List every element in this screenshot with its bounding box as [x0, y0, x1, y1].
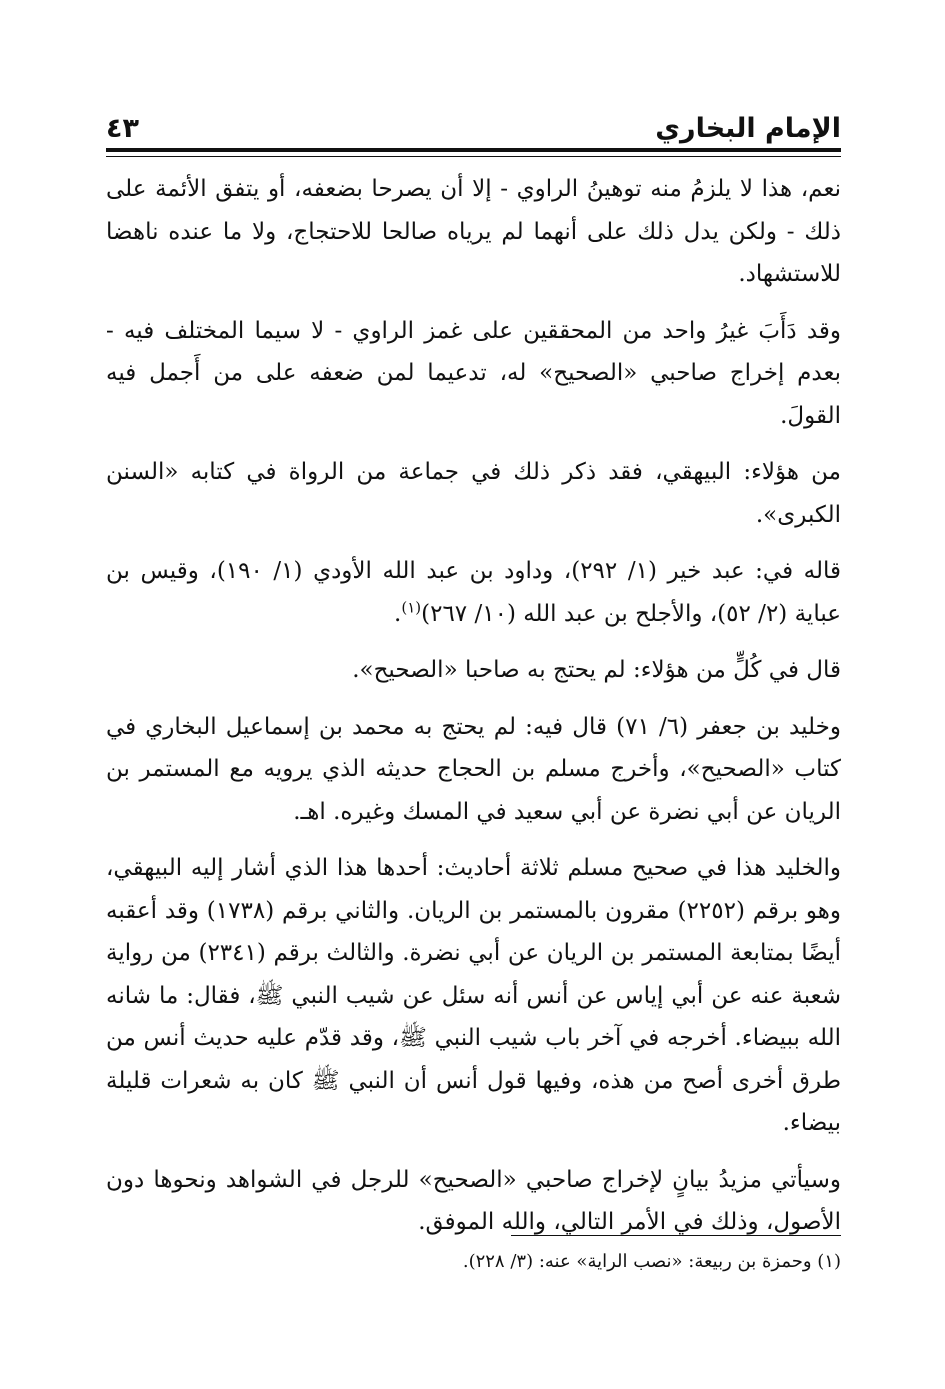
paragraph-7: والخليد هذا في صحيح مسلم ثلاثة أحاديث: أحدها هذا الذي أشار إليه البيهقي، وهو برقم (٢٢٥٢) مقرون بالمستمر بن الريان. والثاني برقم (١٧٣٨) وقد أعقبه أيضًا بمتابعة المستمر بن الريان عن أبي نضرة. والثالث برقم (٢٣٤١) من رواية شعبة عنه عن أبي إياس عن أنس أنه سئل عن شيب النبي ﷺ، فقال: ما شانه الله ببيضاء. أخرجه في آخر باب شيب النبي ﷺ، وقد قدّم عليه حديث أنس من طرق أخرى أصح من هذه، وفيها قول أنس أن النبي ﷺ كان به شعرات قليلة بيضاء.: [106, 855, 842, 1136]
paragraph-6: وخليد بن جعفر (٦/ ٧١) قال فيه: لم يحتج به محمد بن إسماعيل البخاري في كتاب «الصحيح»، وأخرج مسلم بن الحجاج حديثه الذي يرويه مع المستمر بن الريان عن أبي نضرة عن أبي سعيد في المسك وغيره. اهـ.: [106, 713, 841, 825]
page-number: ٤٣: [106, 113, 139, 144]
running-head-title: الإمام البخاري: [655, 113, 841, 144]
main-text: [106, 168, 841, 1258]
paragraph-2: وقد دَأَبَ غيرُ واحد من المحققين على غمز الراوي - لا سيما المختلف فيه - بعدم إخراج صاحبي «الصحيح» له، تدعيما لمن ضعفه على من أَجمل فيه القولَ.: [106, 317, 841, 429]
paragraph-8: وسيأتي مزيدُ بيانٍ لإخراج صاحبي «الصحيح» للرجل في الشواهد ونحوها دون الأصول، وذلك في الأمر التالي، والله الموفق.: [106, 1166, 841, 1235]
footnote: (١) وحمزة بن ربيعة: «نصب الراية» عنه: (٣/ ٢٢٨).: [462, 1251, 841, 1272]
paragraph-4: [106, 550, 841, 635]
header-rule-thick: [106, 148, 841, 152]
header-rule-thin: [106, 156, 841, 157]
paragraph-3: من هؤلاء: البيهقي، فقد ذكر ذلك في جماعة من الرواة في كتابه «السنن الكبرى».: [106, 459, 841, 528]
footnote-reference[interactable]: (١): [401, 597, 422, 616]
paragraph-5: قال في كُلٍّ من هؤلاء: لم يحتج به صاحبا «الصحيح».: [352, 657, 841, 683]
paragraph-4-end: .: [394, 600, 402, 627]
paragraph-4-text: قاله في: عبد خير (١/ ٢٩٢)، وداود بن عبد الله الأودي (١/ ١٩٠)، وقيس بن عباية (٢/ ٥٢)، والأجلح بن عبد الله (١٠/ ٢٦٧): [106, 558, 841, 627]
footnote-separator: [511, 1235, 841, 1236]
running-head: [106, 92, 841, 142]
paragraph-1: نعم، هذا لا يلزمُ منه توهينُ الراوي - إلا أن يصرحا بضعفه، أو يتفق الأئمة على ذلك - ولكن يدل ذلك على أنهما لم يرياه صالحا للاحتجاج، ولا ما عنده ناهضا للاستشهاد.: [106, 176, 841, 287]
